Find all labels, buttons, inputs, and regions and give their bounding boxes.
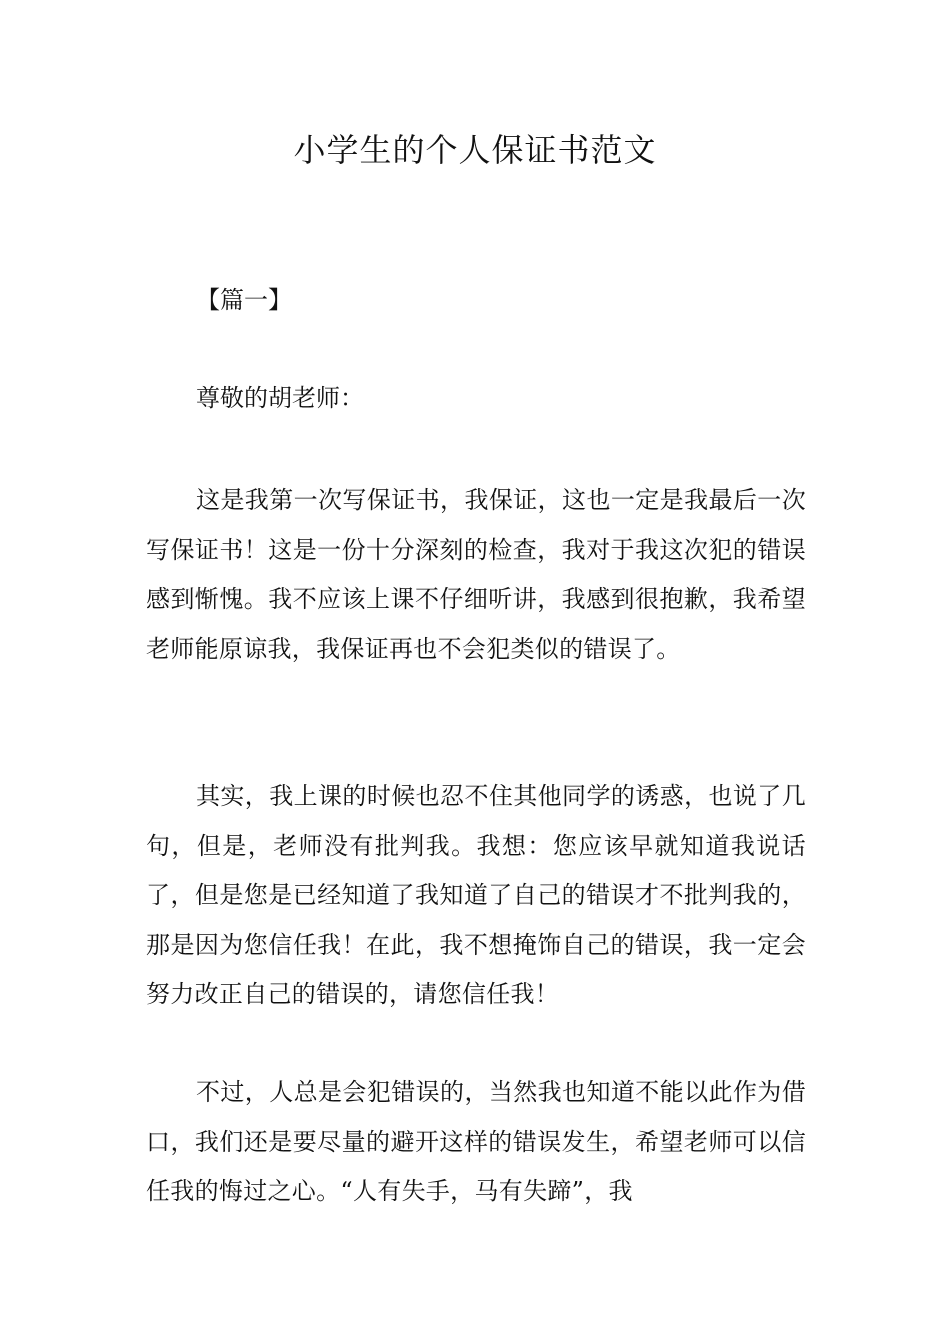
section-heading: 【篇一】 [196,286,292,314]
document-title: 小学生的个人保证书范文 [293,131,657,169]
salutation: 尊敬的胡老师： [196,384,364,412]
body-paragraph-2: 其实，我上课的时候也忍不住其他同学的诱惑，也说了几句，但是，老师没有批判我。我想：您应该早就知道我说话了，但是您是已经知道了我知道了自己的错误才不批判我的，那是因为您信任我！在此，我不想掩饰自己的错误，我一定会努力改正自己的错误的，请您信任我！ [146,782,806,1008]
body-paragraph-3: 不过，人总是会犯错误的，当然我也知道不能以此作为借口，我们还是要尽量的避开这样的错误发生，希望老师可以信任我的悔过之心。“人有失手，马有失蹄”，我 [146,1078,806,1205]
body-paragraph-1: 这是我第一次写保证书，我保证，这也一定是我最后一次写保证书！这是一份十分深刻的检查，我对于我这次犯的错误感到惭愧。我不应该上课不仔细听讲，我感到很抱歉，我希望老师能原谅我，我保证再也不会犯类似的错误了。 [146,486,806,663]
